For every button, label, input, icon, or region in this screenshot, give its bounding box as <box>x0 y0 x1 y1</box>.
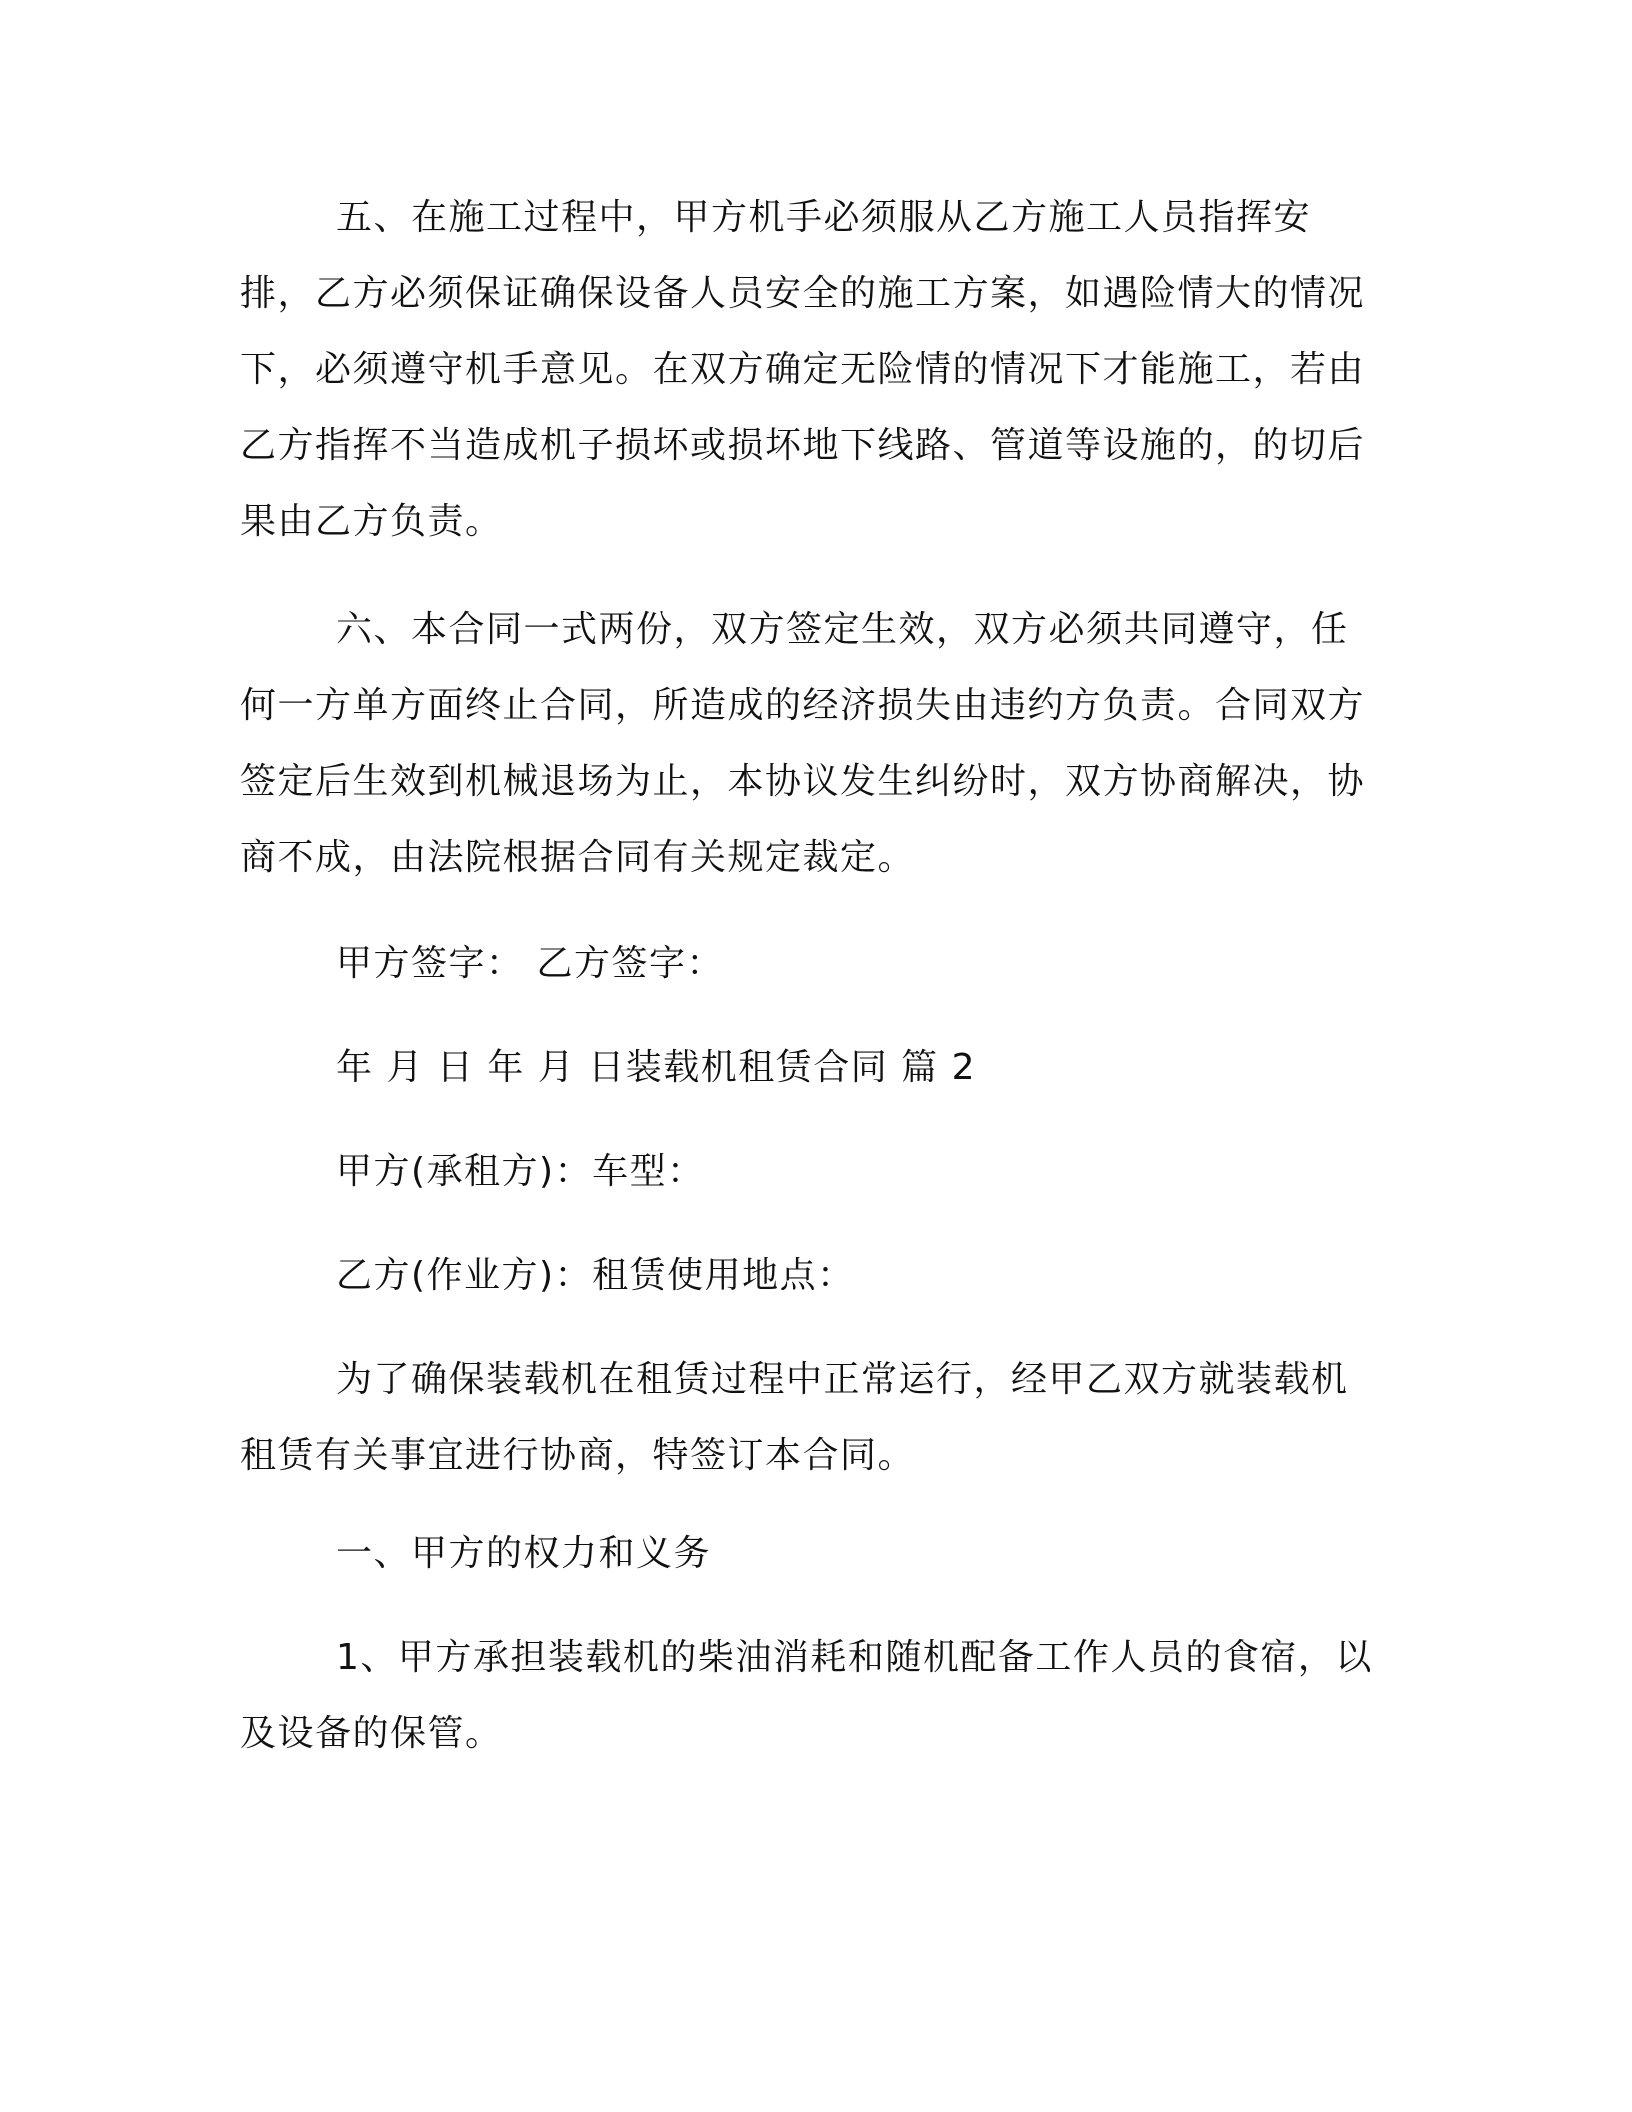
section-1-heading: 一、甲方的权力和义务 <box>336 1533 712 1574</box>
item-1-paragraph: 1、甲方承担装载机的柴油消耗和随机配备工作人员的食宿，以及设备的保管。 <box>240 1637 1373 1754</box>
intro-paragraph: 为了确保装载机在租赁过程中正常运行，经甲乙双方就装载机租赁有关事宜进行协商，特签订本合同。 <box>240 1359 1349 1476</box>
clause-6-paragraph: 六、本合同一式两份，双方签定生效，双方必须共同遵守，任何一方单方面终止合同，所造成的经济损失由违约方负责。合同双方签定后生效到机械退场为止，本协议发生纠纷时，双方协商解决，协商不成，由法院根据合同有关规定裁定。 <box>240 609 1366 878</box>
party-a-line: 甲方(承租方)：车型： <box>336 1151 705 1192</box>
date-and-contract-title: 年 月 日 年 月 日装载机租赁合同 篇 2 <box>336 1047 977 1088</box>
clause-5-paragraph: 五、在施工过程中，甲方机手必须服从乙方施工人员指挥安排，乙方必须保证确保设备人员安全的施工方案，如遇险情大的情况下，必须遵守机手意见。在双方确定无险情的情况下才能施工，若由乙方指挥不当造成机子损坏或损坏地下线路、管道等设施的，的切后果由乙方负责。 <box>240 197 1366 542</box>
signature-line: 甲方签字： 乙方签字： <box>336 943 724 984</box>
party-b-line: 乙方(作业方)：租赁使用地点： <box>336 1255 855 1296</box>
